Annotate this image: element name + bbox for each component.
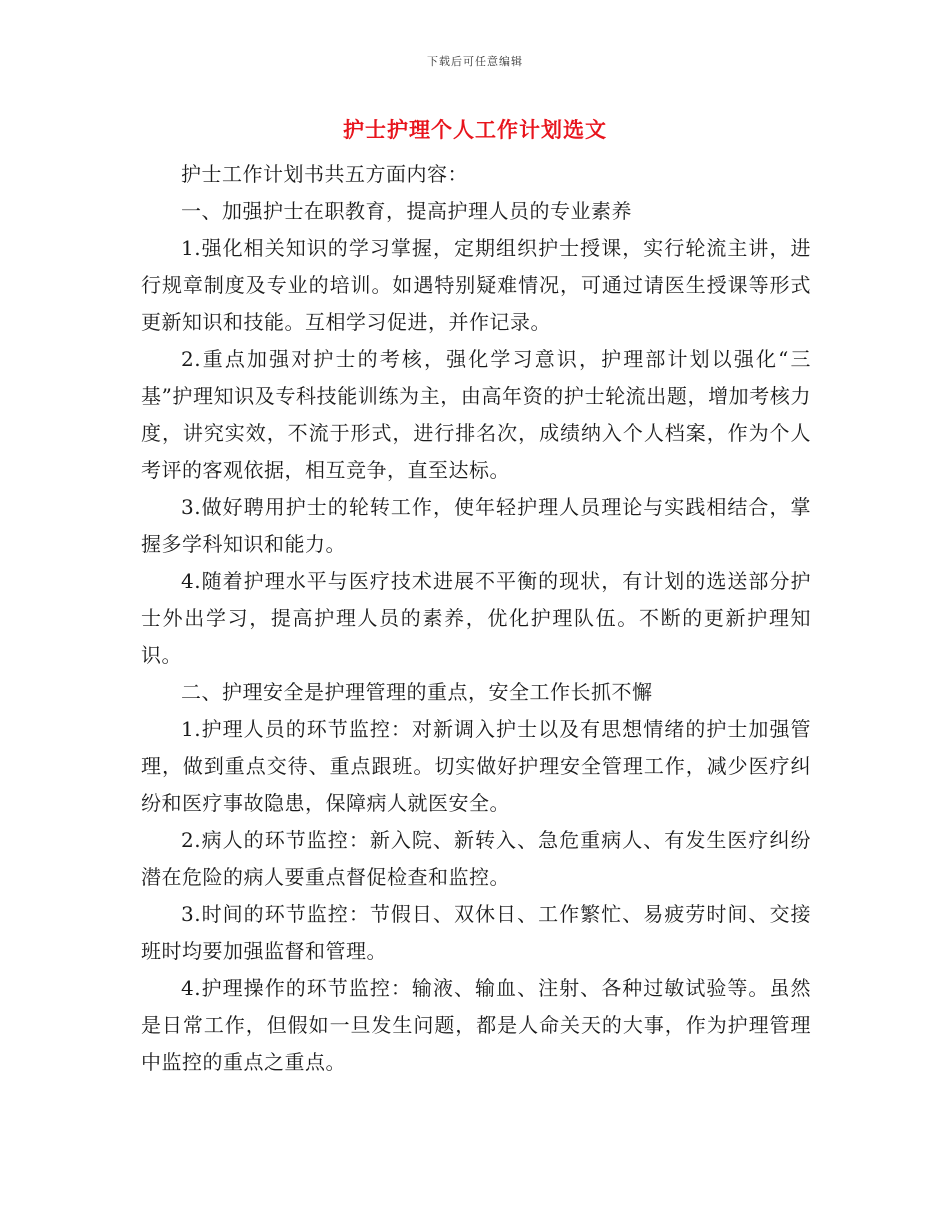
paragraph-intro: 护士工作计划书共五方面内容： bbox=[181, 162, 468, 186]
paragraph-1-4: 4.随着护理水平与医疗技术进展不平衡的现状，有计划的选送部分护士外出学习，提高护理人员的素养，优化护理队伍。不断的更新护理知识。 bbox=[141, 569, 811, 667]
paragraph-1-2: 2.重点加强对护士的考核，强化学习意识，护理部计划以强化“三基”护理知识及专科技能训练为主，由高年资的护士轮流出题，增加考核力度，讲究实效，不流于形式，进行排名次，成绩纳入个人档案，作为个人考评的客观依据，相互竞争，直至达标。 bbox=[141, 347, 811, 482]
document-body bbox=[141, 156, 811, 1081]
paragraph-2-1: 1.护理人员的环节监控：对新调入护士以及有思想情绪的护士加强管理，做到重点交待、重点跟班。切实做好护理安全管理工作，减少医疗纠纷和医疗事故隐患，保障病人就医安全。 bbox=[141, 717, 811, 815]
document-title: 护士护理个人工作计划选文 bbox=[343, 117, 607, 142]
section-heading-1: 一、加强护士在职教育，提高护理人员的专业素养 bbox=[181, 199, 632, 223]
header-note: 下载后可任意编辑 bbox=[427, 55, 523, 68]
paragraph-2-2: 2.病人的环节监控：新入院、新转入、急危重病人、有发生医疗纠纷潜在危险的病人要重点督促检查和监控。 bbox=[141, 828, 811, 889]
paragraph-1-3: 3.做好聘用护士的轮转工作，使年轻护理人员理论与实践相结合，掌握多学科知识和能力。 bbox=[141, 495, 811, 556]
section-heading-2: 二、护理安全是护理管理的重点，安全工作长抓不懈 bbox=[181, 680, 653, 704]
paragraph-2-4: 4.护理操作的环节监控：输液、输血、注射、各种过敏试验等。虽然是日常工作，但假如一旦发生问题，都是人命关天的大事，作为护理管理中监控的重点之重点。 bbox=[141, 976, 811, 1074]
paragraph-2-3: 3.时间的环节监控：节假日、双休日、工作繁忙、易疲劳时间、交接班时均要加强监督和管理。 bbox=[141, 902, 811, 963]
paragraph-1-1: 1.强化相关知识的学习掌握，定期组织护士授课，实行轮流主讲，进行规章制度及专业的培训。如遇特别疑难情况，可通过请医生授课等形式更新知识和技能。互相学习促进，并作记录。 bbox=[141, 236, 811, 334]
